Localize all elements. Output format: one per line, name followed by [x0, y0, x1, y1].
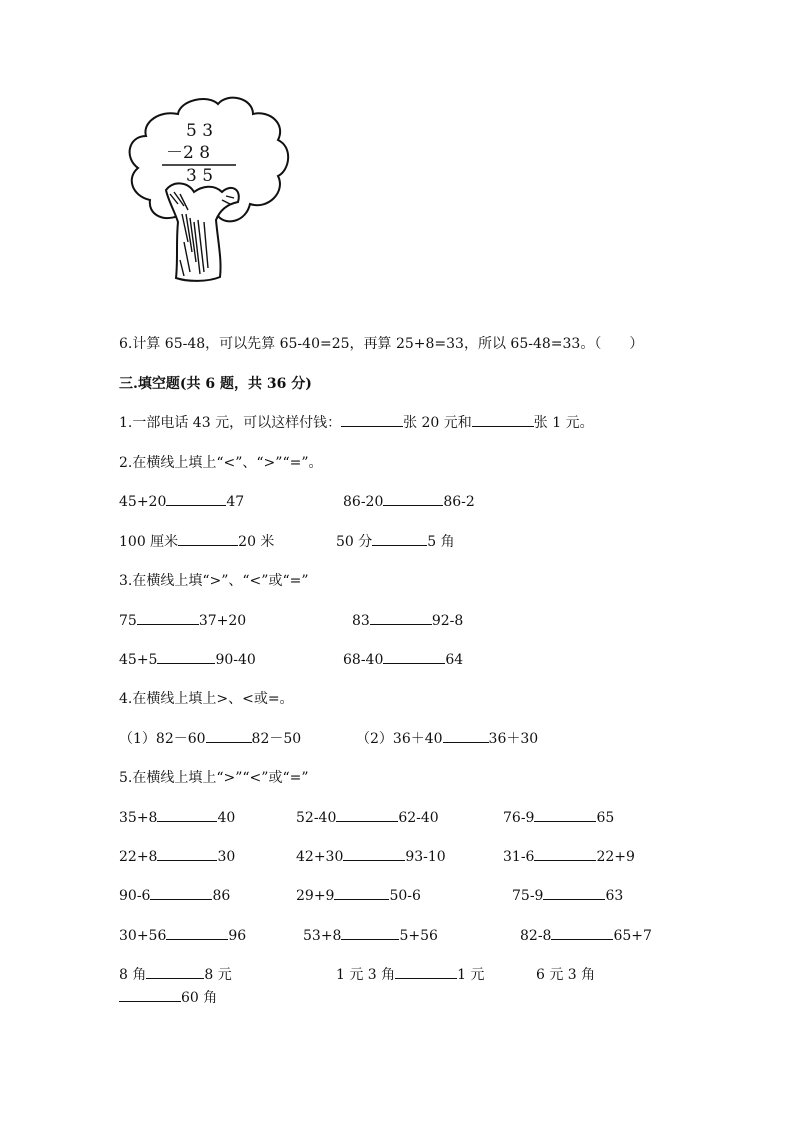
right-expr: 8 元: [204, 967, 232, 983]
right-expr: 30: [217, 849, 236, 865]
problem-2-title: 2.在横线上填上“<”、“>”“=”。: [119, 455, 323, 471]
comparison-item: [296, 807, 439, 826]
answer-blank[interactable]: [343, 846, 405, 861]
left-expr: （2）36＋40: [356, 731, 443, 747]
answer-blank[interactable]: [334, 885, 389, 900]
comparison-item-wrapped: [536, 964, 595, 984]
problem-1-text-b: 张 20 元和: [403, 415, 472, 431]
answer-blank[interactable]: [336, 807, 398, 822]
right-expr: 64: [445, 652, 464, 668]
comparison-item: [336, 964, 485, 984]
right-expr: 65+7: [613, 928, 652, 944]
left-expr: 8 角: [119, 967, 147, 983]
left-expr: 90-6: [119, 888, 151, 904]
left-expr: 35+8: [119, 810, 158, 826]
answer-blank[interactable]: [157, 807, 217, 822]
left-expr: 30+56: [119, 928, 167, 944]
right-expr: 5+56: [399, 928, 438, 944]
left-expr: 6 元 3 角: [536, 967, 596, 983]
tree-illustration: [118, 92, 293, 292]
right-expr: 92-8: [431, 613, 464, 629]
left-expr: 100 厘米: [119, 534, 179, 550]
comparison-item: [343, 491, 475, 510]
right-expr: 47: [226, 494, 245, 510]
comparison-item: [119, 649, 256, 668]
left-expr: 45+20: [119, 494, 167, 510]
question-6-text: 6.计算 65-48，可以先算 65-40=25，再算 25+8=33，所以 65-48=33。（ ）: [119, 336, 644, 352]
answer-blank[interactable]: [341, 412, 403, 427]
comparison-item: [303, 925, 438, 944]
comparison-item: [119, 885, 230, 904]
comparison-item: [119, 925, 246, 944]
right-expr: 36＋30: [488, 731, 539, 747]
right-expr: 86-2: [443, 494, 475, 510]
answer-blank[interactable]: [372, 531, 427, 546]
left-expr: 45+5: [119, 652, 158, 668]
left-expr: 1 元 3 角: [336, 967, 396, 983]
answer-blank[interactable]: [383, 649, 445, 664]
right-expr: 65: [596, 810, 615, 826]
right-expr: 96: [228, 928, 247, 944]
left-expr: 75-9: [512, 888, 544, 904]
problem-5-title: 5.在横线上填上“>”“<”或“=”: [119, 770, 309, 786]
comparison-item: [336, 531, 455, 551]
subtraction-row-2: －2 8: [166, 143, 211, 163]
left-expr: 86-20: [343, 494, 384, 510]
subtraction-row-3: 3 5: [186, 166, 214, 186]
left-expr: （1）82－60: [119, 731, 206, 747]
comparison-item: [119, 964, 232, 984]
right-expr: 1 元: [457, 967, 485, 983]
comparison-item: [119, 846, 235, 865]
answer-blank[interactable]: [206, 728, 252, 743]
answer-blank[interactable]: [166, 925, 228, 940]
right-expr: 62-40: [398, 810, 439, 826]
problem-1: [119, 412, 594, 432]
answer-blank[interactable]: [166, 491, 226, 506]
right-expr: 40: [217, 810, 236, 826]
left-expr: 53+8: [303, 928, 342, 944]
right-expr: 63: [605, 888, 624, 904]
problem-1-text-a: 1.一部电话 43 元，可以这样付钱：: [119, 415, 342, 431]
comparison-item: [503, 807, 614, 826]
comparison-item: [343, 649, 463, 668]
left-expr: 50 分: [336, 534, 373, 550]
right-expr: 93-10: [405, 849, 446, 865]
left-expr: 22+8: [119, 849, 158, 865]
tree-trunk: [166, 183, 239, 280]
right-expr: 37+20: [198, 613, 247, 629]
comparison-item: [356, 728, 538, 748]
answer-blank[interactable]: [178, 531, 238, 546]
answer-blank[interactable]: [472, 412, 534, 427]
right-expr: 50-6: [389, 888, 421, 904]
right-expr: 82－50: [251, 731, 302, 747]
comparison-item: [119, 728, 301, 748]
right-expr: 20 米: [238, 534, 275, 550]
section-title: 三.填空题(共 6 题，共 36 分): [119, 376, 312, 392]
answer-blank[interactable]: [551, 925, 613, 940]
comparison-item: [296, 885, 421, 904]
left-expr: 42+30: [296, 849, 344, 865]
answer-blank[interactable]: [146, 964, 204, 979]
left-expr: 52-40: [296, 810, 337, 826]
left-expr: 29+9: [296, 888, 335, 904]
answer-blank[interactable]: [157, 649, 215, 664]
answer-blank[interactable]: [395, 964, 457, 979]
right-expr: 60 角: [181, 990, 218, 1006]
right-expr: 90-40: [215, 652, 256, 668]
right-expr: 22+9: [596, 849, 635, 865]
answer-blank[interactable]: [443, 728, 489, 743]
left-expr: 76-9: [503, 810, 535, 826]
answer-blank[interactable]: [534, 846, 596, 861]
left-expr: 31-6: [503, 849, 535, 865]
answer-blank[interactable]: [150, 885, 212, 900]
comparison-item-continued: [119, 987, 217, 1007]
comparison-item: [119, 807, 235, 826]
subtraction-row-1: 5 3: [186, 121, 214, 141]
answer-blank[interactable]: [370, 610, 432, 625]
answer-blank[interactable]: [157, 846, 217, 861]
answer-blank[interactable]: [137, 610, 199, 625]
comparison-item: [119, 491, 244, 510]
question-6: [119, 333, 643, 353]
answer-blank[interactable]: [383, 491, 443, 506]
problem-1-text-c: 张 1 元。: [533, 415, 594, 431]
right-expr: 86: [212, 888, 231, 904]
left-expr: 68-40: [343, 652, 384, 668]
left-expr: 75: [119, 613, 137, 629]
answer-blank[interactable]: [341, 925, 399, 940]
left-expr: 82-8: [520, 928, 552, 944]
answer-blank[interactable]: [534, 807, 596, 822]
comparison-item: [503, 846, 635, 865]
comparison-item: [352, 610, 463, 629]
comparison-item: [119, 531, 274, 551]
problem-3-title: 3.在横线上填“>”、“<”或“=”: [119, 573, 309, 589]
comparison-item: [119, 610, 246, 629]
comparison-item: [520, 925, 652, 944]
answer-blank[interactable]: [543, 885, 605, 900]
right-expr: 5 角: [427, 534, 455, 550]
left-expr: 83: [352, 613, 370, 629]
comparison-item: [512, 885, 623, 904]
problem-4-title: 4.在横线上填上>、<或=。: [119, 691, 294, 707]
answer-blank[interactable]: [119, 987, 181, 1002]
comparison-item: [296, 846, 446, 865]
